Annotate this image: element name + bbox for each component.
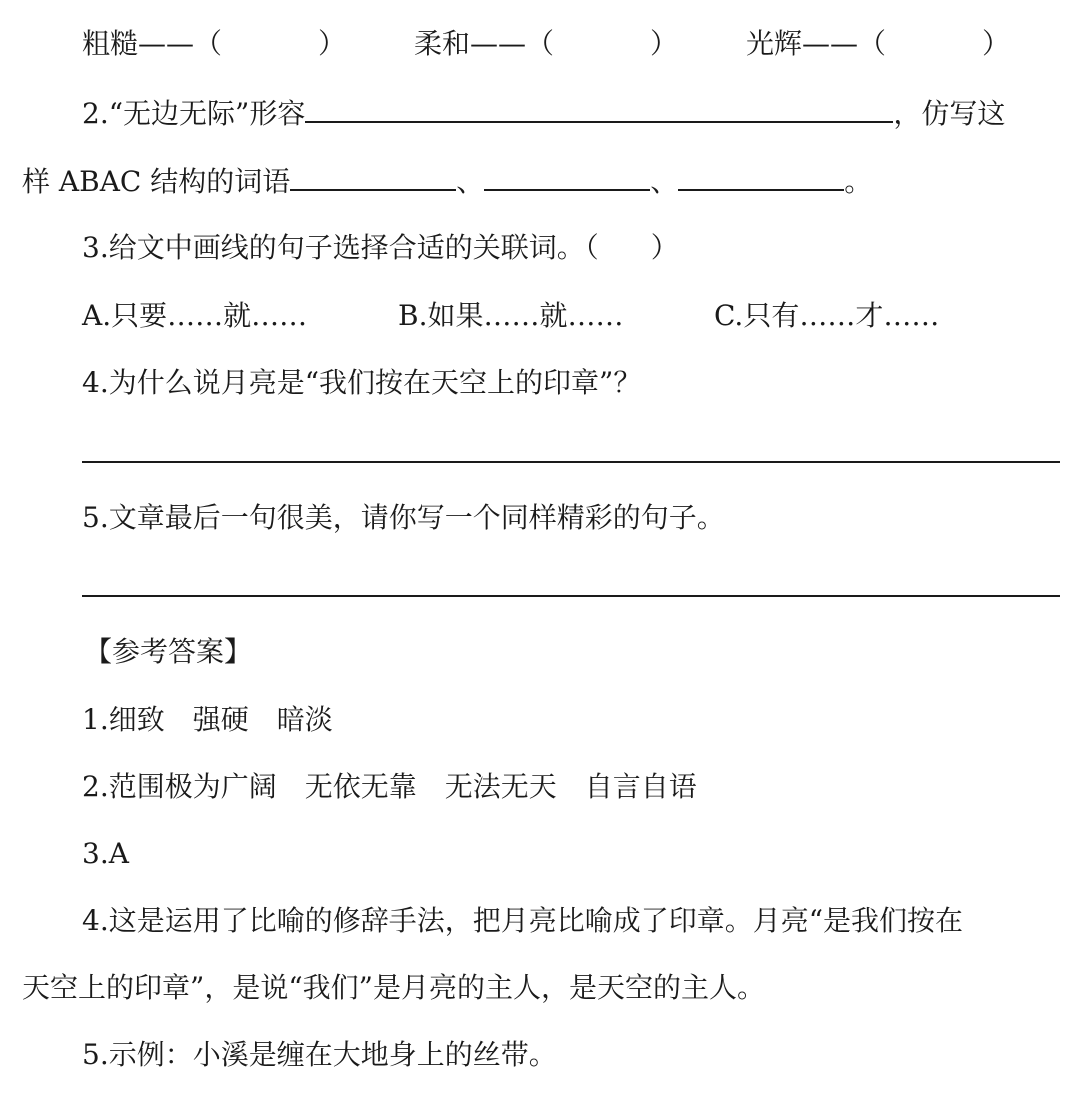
- q1-close-1: ）: [318, 27, 347, 60]
- answers-heading-text: 【参考答案】: [84, 635, 253, 668]
- q2-sep-2: 、: [650, 165, 679, 198]
- q2-blank-word-2[interactable]: [484, 163, 650, 191]
- q2-text-3: 样 ABAC 结构的词语: [22, 165, 291, 198]
- answer-4-line-2: 天空上的印章”，是说“我们”是月亮的主人，是天空的主人。: [22, 971, 765, 1004]
- q4-answer-line[interactable]: [82, 461, 1060, 463]
- q1-close-3: ）: [982, 27, 1011, 60]
- q1-close-2: ）: [650, 27, 679, 60]
- q2-blank-word-1[interactable]: [290, 163, 456, 191]
- q4-question: 4.为什么说月亮是“我们按在天空上的印章”？: [82, 366, 642, 399]
- q2-text-1: 2.“无边无际”形容: [82, 97, 306, 130]
- answer-2: 2.范围极为广阔 无依无靠 无法无天 自言自语: [82, 770, 697, 803]
- q2-blank-word-3[interactable]: [678, 163, 844, 191]
- q1-word-3: 光辉——（: [746, 27, 887, 60]
- q1-item-3: [746, 26, 1010, 62]
- q3-question: [0, 230, 1080, 266]
- q1-word-2: 柔和——（: [414, 27, 555, 60]
- q5-question: 5.文章最后一句很美，请你写一个同样精彩的句子。: [82, 501, 725, 534]
- q1-item-2: [414, 26, 678, 62]
- q3-option-a[interactable]: A.只要……就……: [82, 299, 308, 332]
- answer-1: 1.细致 强硬 暗淡: [82, 703, 333, 736]
- q1-item-1: [82, 26, 346, 62]
- q3-text: 3.给文中画线的句子选择合适的关联词。（: [82, 231, 599, 264]
- q3-option-b[interactable]: B.如果……就……: [398, 299, 624, 332]
- q2-text-2: ，仿写这: [893, 97, 1006, 130]
- q2-sep-1: 、: [456, 165, 485, 198]
- q3-option-c[interactable]: C.只有……才……: [714, 299, 940, 332]
- answers-heading: [0, 634, 1080, 670]
- q2-blank-meaning[interactable]: [305, 95, 893, 123]
- q2-end: 。: [844, 165, 873, 198]
- q1-word-1: 粗糙——（: [82, 27, 223, 60]
- answer-3: 3.A: [82, 837, 129, 870]
- q5-answer-line[interactable]: [82, 595, 1060, 597]
- q2-line-1: [0, 95, 1080, 132]
- q3-close: ）: [650, 231, 679, 264]
- q2-line-2: [0, 163, 1080, 200]
- answer-4-line-1: 4.这是运用了比喻的修辞手法，把月亮比喻成了印章。月亮“是我们按在: [82, 904, 964, 937]
- answer-5: 5.示例：小溪是缠在大地身上的丝带。: [82, 1038, 557, 1071]
